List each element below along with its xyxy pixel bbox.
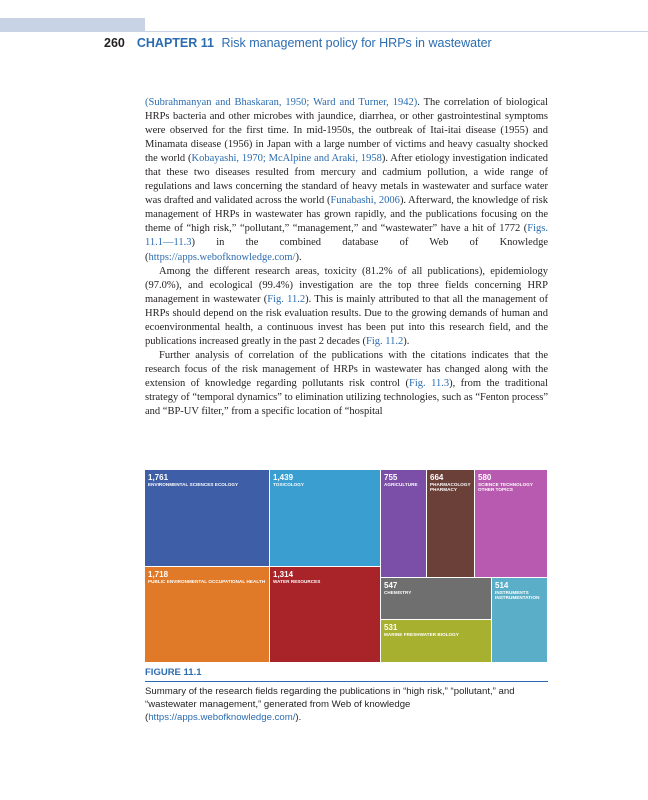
running-header <box>104 36 624 50</box>
paragraph-text: ), from the traditional strategy of “temporal dynamics” to elimination utilizing technologies, such as “Fenton process” and “BP-UV filter,” from a specific location of “hospital <box>145 377 548 418</box>
tile-label: SCIENCE TECHNOLOGY OTHER TOPICS <box>478 482 533 493</box>
tile-label: WATER RESOURCES <box>273 579 321 584</box>
treemap-tile <box>145 567 270 663</box>
figure-label: FIGURE 11.1 <box>145 667 202 678</box>
paragraph-text: ). <box>295 251 302 263</box>
figure-caption <box>145 685 548 725</box>
figure-rule <box>145 681 548 682</box>
tile-label: MARINE FRESHWATER BIOLOGY <box>384 632 459 637</box>
treemap-tile <box>145 470 270 567</box>
caption-end: ). <box>295 712 302 724</box>
reference-link[interactable]: Fig. 11.3 <box>408 377 450 389</box>
header-accent-bar <box>0 18 145 32</box>
chapter-title: Risk management policy for HRPs in wastewater <box>221 36 492 50</box>
reference-link[interactable]: https://apps.webofknowledge.com/ <box>148 251 296 263</box>
tile-label: INSTRUMENTS INSTRUMENTATION <box>495 590 540 601</box>
paragraph-text: ). Afterward, the knowledge of risk management of HRPs in wastewater has grown rapidly, and the publications focusing on the theme of “high risk,” “pollutant,” “management,” and “wastewater” have a hit of 1772 ( <box>145 195 548 235</box>
treemap-tile <box>381 578 492 620</box>
paragraph <box>145 265 548 349</box>
header-rule <box>145 31 648 32</box>
tile-value: 1,761 <box>148 473 169 482</box>
paragraph-text: ) in the combined database of Web of Knowledge ( <box>145 237 548 263</box>
tile-value: 664 <box>430 473 444 482</box>
reference-link[interactable]: Fig. 11.2 <box>366 335 404 347</box>
treemap-chart <box>145 470 548 663</box>
paragraph-text: ). <box>403 335 410 347</box>
caption-link[interactable]: https://apps.webofknowledge.com/ <box>148 712 296 724</box>
tile-value: 531 <box>384 623 398 632</box>
treemap-tile <box>475 470 548 578</box>
tile-value: 580 <box>478 473 492 482</box>
paragraph-text: ). This is mainly attributed to that all the management of HRPs should depend on the risk evaluation results. Due to the growing demands of human and ecoenvironmental health, a continuous invest has been put into this research field, and the publications increased greatly in the past 2 decades ( <box>145 293 548 347</box>
paragraph <box>145 349 548 419</box>
tile-value: 1,718 <box>148 570 169 579</box>
paragraph-text: Among the different research areas, toxicity (81.2% of all publications), epidemiology (97.0%), and ecological (99.4%) investigation are the top three fields concerning HRP management in wastewater ( <box>145 265 548 305</box>
tile-value: 1,314 <box>273 570 294 579</box>
tile-label: ENVIRONMENTAL SCIENCES ECOLOGY <box>148 482 239 487</box>
reference-link[interactable]: Figs. 11.1—11.3 <box>145 223 548 249</box>
tile-label: PHARMACOLOGY PHARMACY <box>430 482 471 493</box>
tile-label: CHEMISTRY <box>384 590 412 595</box>
tile-value: 1,439 <box>273 473 294 482</box>
tile-label: PUBLIC ENVIRONMENTAL OCCUPATIONAL HEALTH <box>148 579 266 584</box>
reference-link[interactable]: Funabashi, 2006 <box>330 195 400 207</box>
paragraph-text: ). After etiology investigation indicated that these two diseases resulted from mercury and cadmium pollution, a wide range of regulations and laws concerning the standard of heavy metals in wastewater and surface water was drafted and validated across the world ( <box>145 153 549 207</box>
treemap-tile <box>270 470 381 567</box>
paragraph-text: . The correlation of biological HRPs bacteria and other microbes with jaundice, diarrhea, or other gastrointestinal symptoms were observed for the first time. In mid-1950s, the outbreak of Itai-itai disease (1955) and Minamata disease (1956) in Japan with a large number of victims and heavy casualty shocked the world ( <box>145 97 548 165</box>
reference-link[interactable]: Fig. 11.2 <box>267 293 306 305</box>
tile-value: 514 <box>495 581 509 590</box>
tile-value: 547 <box>384 581 398 590</box>
treemap-tile <box>492 578 548 663</box>
reference-link[interactable]: (Subrahmanyan and Bhaskaran, 1950; Ward and Turner, 1942) <box>145 97 418 108</box>
caption-text: Summary of the research fields regarding the publications in “high risk,” “pollutant,” and “wastewater management,” generated from Web of knowledge ( <box>145 686 515 724</box>
reference-link[interactable]: Kobayashi, 1970; McAlpine and Araki, 1958 <box>191 153 382 165</box>
treemap-tile <box>270 567 381 663</box>
treemap-tile <box>427 470 475 578</box>
chapter-label: CHAPTER 11 <box>136 36 214 50</box>
treemap-tile <box>381 620 492 663</box>
tile-value: 755 <box>384 473 398 482</box>
tile-label: AGRICULTURE <box>384 482 418 487</box>
paragraph <box>145 96 548 265</box>
paragraph-text: Further analysis of correlation of the publications with the citations indicates that the research focus of the risk management of HRPs in wastewater has changed along with the extension of knowledge regarding pollutants risk control ( <box>145 349 548 389</box>
body-text <box>145 96 548 419</box>
treemap-tile <box>381 470 427 578</box>
tile-label: TOXICOLOGY <box>273 482 305 487</box>
page-number: 260 <box>104 36 125 50</box>
